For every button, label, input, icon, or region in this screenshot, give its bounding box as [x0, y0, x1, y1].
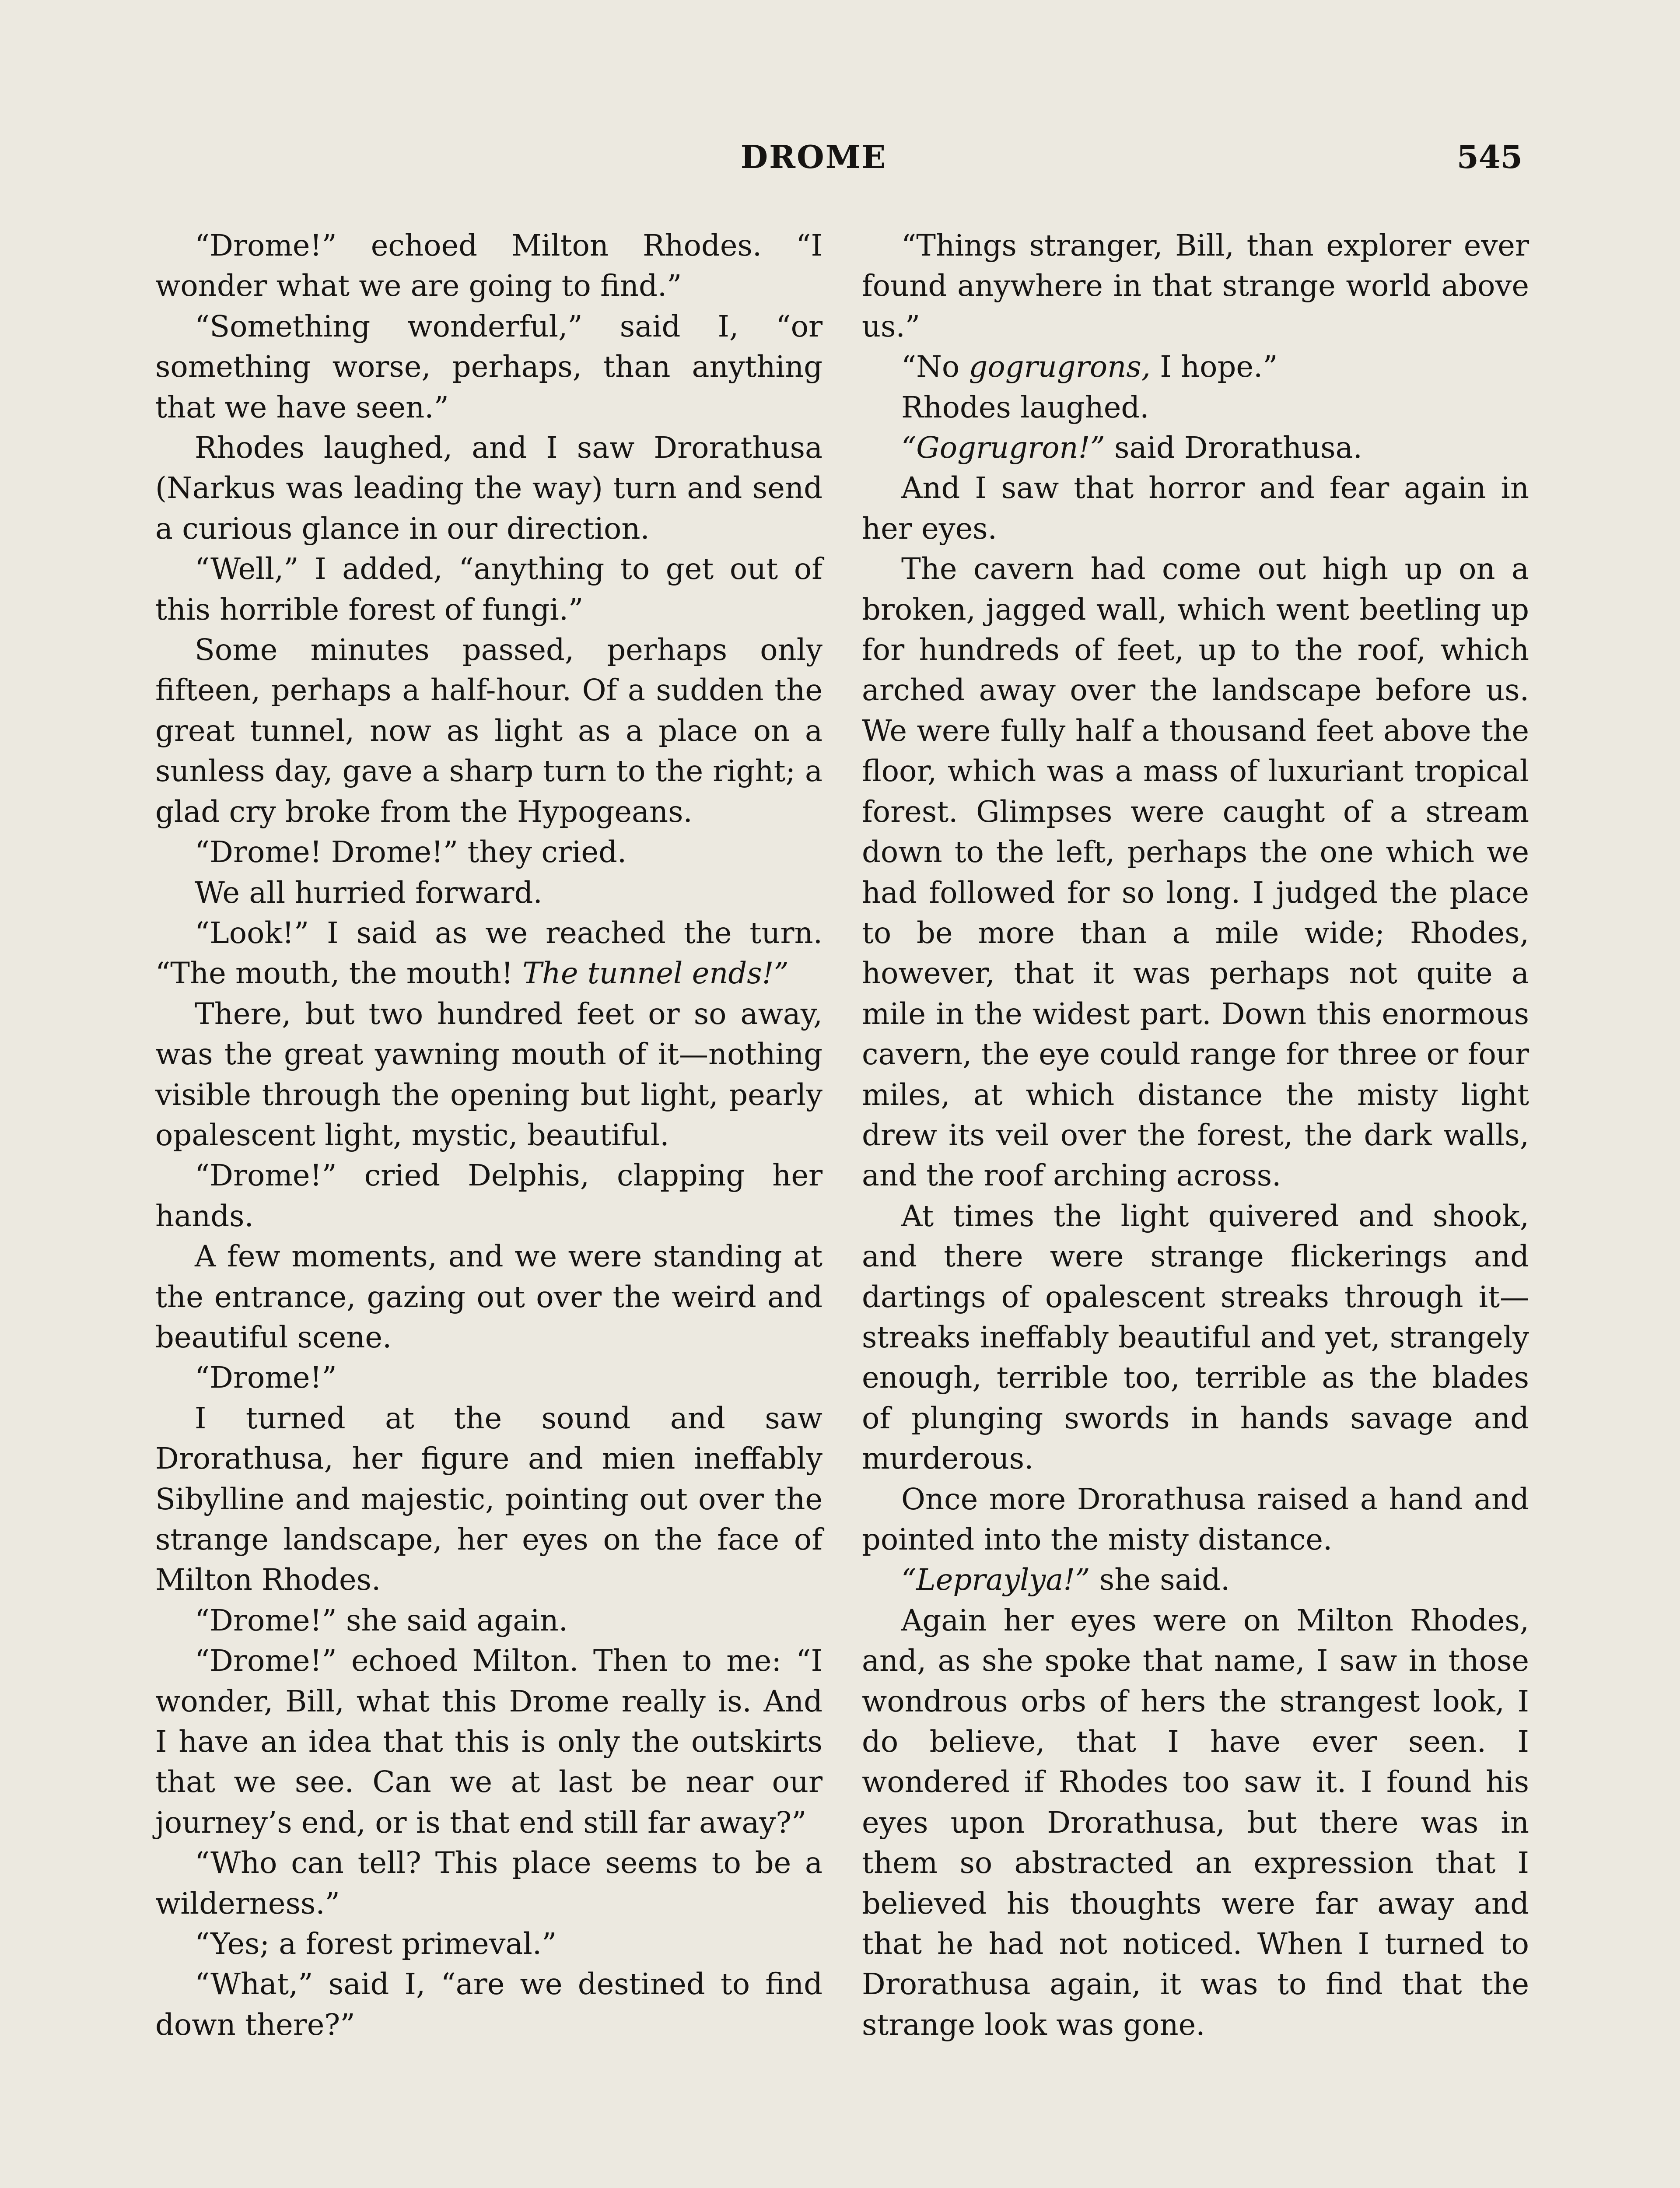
paragraph: A few moments, and we were standing at the entrance, gazing out over the weird and beautiful scene. — [155, 1239, 822, 1354]
paragraph: “Yes; a forest primeval.” — [195, 1927, 557, 1961]
paragraph: The cavern had come out high up on a broken, jagged wall, which went beetling up for hundreds of feet, up to the roof, which arched away over the landscape before us. We were fully half a thousand feet above the floor, which was a mass of luxuriant tropical forest. Glimpses were caught of a stream down to the left, perhaps the one which we had followed for so long. I judged the place to be more than a mile wide; Rhodes, however, that it was perhaps not quite a mile in the widest part. Down this enormous cavern, the eye could range for three or four miles, at which distance the misty light drew its veil over the forest, the dark walls, and the roof arching across. — [862, 552, 1529, 1193]
paragraph: And I saw that horror and fear again in her eyes. — [862, 471, 1529, 546]
paragraph: We all hurried forward. — [195, 875, 542, 910]
paragraph: Rhodes laughed. — [901, 390, 1149, 424]
paragraph: Once more Drorathusa raised a hand and pointed into the misty distance. — [862, 1482, 1529, 1557]
paragraph: Rhodes laughed, and I saw Drorathusa (Narkus was leading the way) turn and send a curious glance in our direction. — [155, 431, 822, 546]
paragraph: “Lepraylya!” she said. — [901, 1563, 1230, 1597]
paragraph: “Drome!” — [195, 1360, 337, 1395]
right-text-column — [862, 225, 1529, 2045]
paragraph: “Drome!” echoed Milton Rhodes. “I wonder what we are going to find.” — [155, 228, 822, 303]
paragraph: “No gogrugrons, I hope.” — [901, 350, 1278, 384]
paragraph: “Gogrugron!” said Drorathusa. — [901, 431, 1362, 465]
paragraph: There, but two hundred feet or so away, was the great yawning mouth of it—nothing visible through the opening but light, pearly opalescent light, mystic, beautiful. — [155, 996, 822, 1152]
paragraph: “Drome!” cried Delphis, clapping her hands. — [155, 1158, 822, 1233]
paragraph: “Who can tell? This place seems to be a wilderness.” — [155, 1846, 822, 1921]
paragraph: “Something wonderful,” said I, “or something worse, perhaps, than anything that we have seen.” — [155, 309, 822, 424]
paragraph: At times the light quivered and shook, and there were strange flickerings and dartings of opalescent streaks through it—streaks ineffably beautiful and yet, strangely enough, terrible too, terrible as the blades of plunging swords in hands savage and murderous. — [862, 1199, 1529, 1476]
paragraph: “Things stranger, Bill, than explorer ever found anywhere in that strange world above us.” — [862, 228, 1529, 344]
running-header-title: DROME — [740, 138, 887, 175]
paragraph: Again her eyes were on Milton Rhodes, and, as she spoke that name, I saw in those wondrous orbs of hers the strangest look, I do believe, that I have ever seen. I wondered if Rhodes too saw it. I found his eyes upon Drorathusa, but there was in them so abstracted an expression that I believed his thoughts were far away and that he had not noticed. When I turned to Drorathusa again, it was to find that the strange look was gone. — [862, 1603, 1529, 2042]
paragraph: “What,” said I, “are we destined to find down there?” — [155, 1967, 822, 2042]
paragraph: I turned at the sound and saw Drorathusa, her figure and mien ineffably Sibylline and majestic, pointing out over the strange landscape, her eyes on the face of Milton Rhodes. — [155, 1401, 822, 1597]
paragraph: Some minutes passed, perhaps only fifteen, perhaps a half-hour. Of a sudden the great tunnel, now as light as a place on a sunless day, gave a sharp turn to the right; a glad cry broke from the Hypogeans. — [155, 633, 822, 829]
left-text-column — [155, 225, 822, 2045]
paragraph: “Look!” I said as we reached the turn. “The mouth, the mouth! The tunnel ends!” — [155, 915, 822, 991]
paragraph: “Drome! Drome!” they cried. — [195, 835, 627, 870]
paragraph: “Drome!” echoed Milton. Then to me: “I wonder, Bill, what this Drome really is. And I have an idea that this is only the outskirts that we see. Can we at last be near our journey’s end, or is that end still far away?” — [155, 1644, 822, 1840]
paragraph: “Drome!” she said again. — [195, 1603, 568, 1637]
page-number: 545 — [1456, 138, 1522, 175]
paragraph: “Well,” I added, “anything to get out of this horrible forest of fungi.” — [155, 552, 822, 627]
